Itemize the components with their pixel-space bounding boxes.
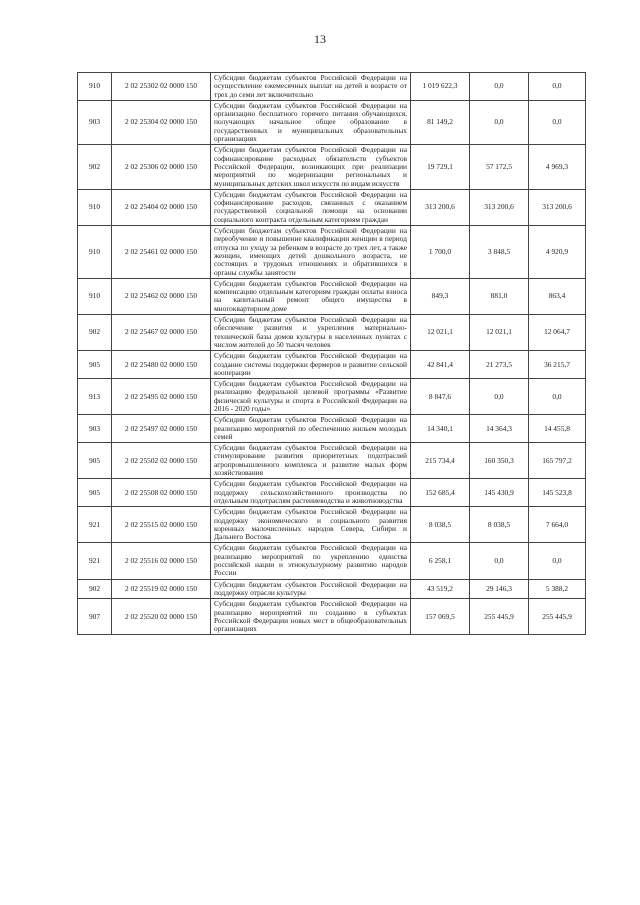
amount-year-1-cell: 8 847,6 <box>411 379 470 415</box>
amount-year-3-cell: 36 215,7 <box>529 351 586 379</box>
table-row <box>78 507 586 543</box>
amount-year-1-cell: 849,3 <box>411 278 470 314</box>
revenue-description-cell: Субсидии бюджетам субъектов Российской Федерации на реализацию федеральной целевой программы «Развитие физической культуры и спорта в Российской Федерации на 2016 - 2020 годы» <box>211 379 411 415</box>
amount-year-1-cell: 215 734,4 <box>411 443 470 479</box>
amount-year-2-cell: 3 848,5 <box>470 226 529 279</box>
admin-code-cell: 905 <box>78 479 112 507</box>
amount-year-3-cell: 12 064,7 <box>529 315 586 351</box>
admin-code-cell: 903 <box>78 100 112 144</box>
budget-classification-code-cell: 2 02 25480 02 0000 150 <box>112 351 211 379</box>
revenue-description-cell: Субсидии бюджетам субъектов Российской Федерации на стимулирование развития приоритетных подотраслей агропромышленного комплекса и развитие малых форм хозяйствования <box>211 443 411 479</box>
revenue-description-cell: Субсидии бюджетам субъектов Российской Федерации на реализацию мероприятий по укреплению единства российской нации и этнокультурному развитию народов России <box>211 543 411 579</box>
budget-classification-code-cell: 2 02 25508 02 0000 150 <box>112 479 211 507</box>
amount-year-1-cell: 81 149,2 <box>411 100 470 144</box>
amount-year-2-cell: 12 021,1 <box>470 315 529 351</box>
amount-year-3-cell: 863,4 <box>529 278 586 314</box>
amount-year-1-cell: 6 258,1 <box>411 543 470 579</box>
revenue-description-cell: Субсидии бюджетам субъектов Российской Федерации на переобучение и повышение квалификации женщин в период отпуска по уходу за ребенком в возрасте до трех лет, а также женщин, имеющих детей дошкольного возраста, не состоящих в трудовых отношениях и обратившихся в органы службы занятости <box>211 226 411 279</box>
admin-code-cell: 921 <box>78 543 112 579</box>
budget-classification-code-cell: 2 02 25502 02 0000 150 <box>112 443 211 479</box>
table-row <box>78 278 586 314</box>
budget-classification-code-cell: 2 02 25520 02 0000 150 <box>112 599 211 635</box>
amount-year-2-cell: 881,0 <box>470 278 529 314</box>
amount-year-3-cell: 0,0 <box>529 73 586 101</box>
amount-year-2-cell: 8 038,5 <box>470 507 529 543</box>
admin-code-cell: 905 <box>78 443 112 479</box>
table-row <box>78 479 586 507</box>
amount-year-2-cell: 255 445,9 <box>470 599 529 635</box>
amount-year-2-cell: 0,0 <box>470 379 529 415</box>
revenue-description-cell: Субсидии бюджетам субъектов Российской Федерации на поддержку экономического и социального развития коренных малочисленных народов Севера, Сибири и Дальнего Востока <box>211 507 411 543</box>
admin-code-cell: 907 <box>78 599 112 635</box>
admin-code-cell: 905 <box>78 351 112 379</box>
revenue-description-cell: Субсидии бюджетам субъектов Российской Федерации на осуществление ежемесячных выплат на детей в возрасте от трех до семи лет включительно <box>211 73 411 101</box>
budget-classification-code-cell: 2 02 25461 02 0000 150 <box>112 226 211 279</box>
revenue-description-cell: Субсидии бюджетам субъектов Российской Федерации на организацию бесплатного горячего питания обучающихся, получающих начальное общее образование в государственных и муниципальных образовательных организациях <box>211 100 411 144</box>
table-row <box>78 315 586 351</box>
table-row <box>78 145 586 189</box>
page-number: 13 <box>314 32 326 46</box>
revenue-description-cell: Субсидии бюджетам субъектов Российской Федерации на поддержку отрасли культуры <box>211 579 411 599</box>
admin-code-cell: 921 <box>78 507 112 543</box>
amount-year-3-cell: 255 445,9 <box>529 599 586 635</box>
revenue-description-cell: Субсидии бюджетам субъектов Российской Федерации на реализацию мероприятий по созданию в субъектах Российской Федерации новых мест в общеобразовательных организациях <box>211 599 411 635</box>
amount-year-1-cell: 313 200,6 <box>411 189 470 225</box>
table-row <box>78 226 586 279</box>
admin-code-cell: 910 <box>78 73 112 101</box>
revenue-description-cell: Субсидии бюджетам субъектов Российской Федерации на поддержку сельскохозяйственного производства по отдельным подотраслям растениеводства и животноводства <box>211 479 411 507</box>
amount-year-2-cell: 21 273,5 <box>470 351 529 379</box>
admin-code-cell: 902 <box>78 315 112 351</box>
amount-year-1-cell: 12 021,1 <box>411 315 470 351</box>
amount-year-2-cell: 313 200,6 <box>470 189 529 225</box>
amount-year-1-cell: 19 729,1 <box>411 145 470 189</box>
amount-year-1-cell: 14 340,1 <box>411 415 470 443</box>
revenue-description-cell: Субсидии бюджетам субъектов Российской Федерации на обеспечение развития и укрепления материально-технической базы домов культуры в населенных пунктах с числом жителей до 50 тысяч человек <box>211 315 411 351</box>
amount-year-3-cell: 0,0 <box>529 100 586 144</box>
amount-year-1-cell: 8 038,5 <box>411 507 470 543</box>
amount-year-1-cell: 42 841,4 <box>411 351 470 379</box>
amount-year-2-cell: 0,0 <box>470 100 529 144</box>
amount-year-1-cell: 1 019 622,3 <box>411 73 470 101</box>
admin-code-cell: 910 <box>78 278 112 314</box>
admin-code-cell: 910 <box>78 226 112 279</box>
budget-classification-code-cell: 2 02 25462 02 0000 150 <box>112 278 211 314</box>
budget-classification-code-cell: 2 02 25467 02 0000 150 <box>112 315 211 351</box>
admin-code-cell: 913 <box>78 379 112 415</box>
amount-year-2-cell: 145 430,9 <box>470 479 529 507</box>
budget-classification-code-cell: 2 02 25304 02 0000 150 <box>112 100 211 144</box>
budget-classification-code-cell: 2 02 25497 02 0000 150 <box>112 415 211 443</box>
budget-classification-code-cell: 2 02 25306 02 0000 150 <box>112 145 211 189</box>
amount-year-3-cell: 0,0 <box>529 379 586 415</box>
revenue-description-cell: Субсидии бюджетам субъектов Российской Федерации на реализацию мероприятий по обеспечению жильем молодых семей <box>211 415 411 443</box>
amount-year-3-cell: 5 388,2 <box>529 579 586 599</box>
admin-code-cell: 902 <box>78 145 112 189</box>
table-row <box>78 543 586 579</box>
admin-code-cell: 903 <box>78 415 112 443</box>
admin-code-cell: 902 <box>78 579 112 599</box>
revenue-description-cell: Субсидии бюджетам субъектов Российской Федерации на софинансирование расходов, связанных с оказанием государственной социальной помощи на основании социального контракта отдельным категориям граждан <box>211 189 411 225</box>
table-row <box>78 73 586 101</box>
budget-classification-code-cell: 2 02 25516 02 0000 150 <box>112 543 211 579</box>
amount-year-3-cell: 313 200,6 <box>529 189 586 225</box>
table-row <box>78 443 586 479</box>
amount-year-3-cell: 4 920,9 <box>529 226 586 279</box>
budget-classification-code-cell: 2 02 25404 02 0000 150 <box>112 189 211 225</box>
amount-year-2-cell: 0,0 <box>470 543 529 579</box>
table-row <box>78 100 586 144</box>
amount-year-2-cell: 57 172,5 <box>470 145 529 189</box>
revenue-description-cell: Субсидии бюджетам субъектов Российской Федерации на создание системы поддержки фермеров и развитие сельской кооперации <box>211 351 411 379</box>
table-row <box>78 599 586 635</box>
amount-year-1-cell: 1 700,0 <box>411 226 470 279</box>
amount-year-1-cell: 157 069,5 <box>411 599 470 635</box>
table-body <box>78 73 586 635</box>
budget-classification-code-cell: 2 02 25495 02 0000 150 <box>112 379 211 415</box>
amount-year-1-cell: 43 519,2 <box>411 579 470 599</box>
table-row <box>78 351 586 379</box>
amount-year-3-cell: 4 969,3 <box>529 145 586 189</box>
table-row <box>78 379 586 415</box>
table-row <box>78 579 586 599</box>
amount-year-2-cell: 14 364,3 <box>470 415 529 443</box>
budget-revenue-table <box>77 72 586 635</box>
amount-year-3-cell: 14 455,8 <box>529 415 586 443</box>
amount-year-3-cell: 7 664,0 <box>529 507 586 543</box>
table-row <box>78 415 586 443</box>
amount-year-3-cell: 0,0 <box>529 543 586 579</box>
budget-classification-code-cell: 2 02 25519 02 0000 150 <box>112 579 211 599</box>
budget-classification-code-cell: 2 02 25302 02 0000 150 <box>112 73 211 101</box>
amount-year-2-cell: 160 350,3 <box>470 443 529 479</box>
revenue-description-cell: Субсидии бюджетам субъектов Российской Федерации на софинансирование расходных обязательств субъектов Российской Федерации, возникающих при реализации мероприятий по модернизации региональных и муниципальных детских школ искусств по видам искусств <box>211 145 411 189</box>
admin-code-cell: 910 <box>78 189 112 225</box>
amount-year-1-cell: 152 685,4 <box>411 479 470 507</box>
budget-classification-code-cell: 2 02 25515 02 0000 150 <box>112 507 211 543</box>
table-row <box>78 189 586 225</box>
revenue-description-cell: Субсидии бюджетам субъектов Российской Федерации на компенсацию отдельным категориям граждан оплаты взноса на капитальный ремонт общего имущества в многоквартирном доме <box>211 278 411 314</box>
amount-year-2-cell: 29 146,3 <box>470 579 529 599</box>
amount-year-2-cell: 0,0 <box>470 73 529 101</box>
amount-year-3-cell: 145 523,8 <box>529 479 586 507</box>
amount-year-3-cell: 165 797,2 <box>529 443 586 479</box>
